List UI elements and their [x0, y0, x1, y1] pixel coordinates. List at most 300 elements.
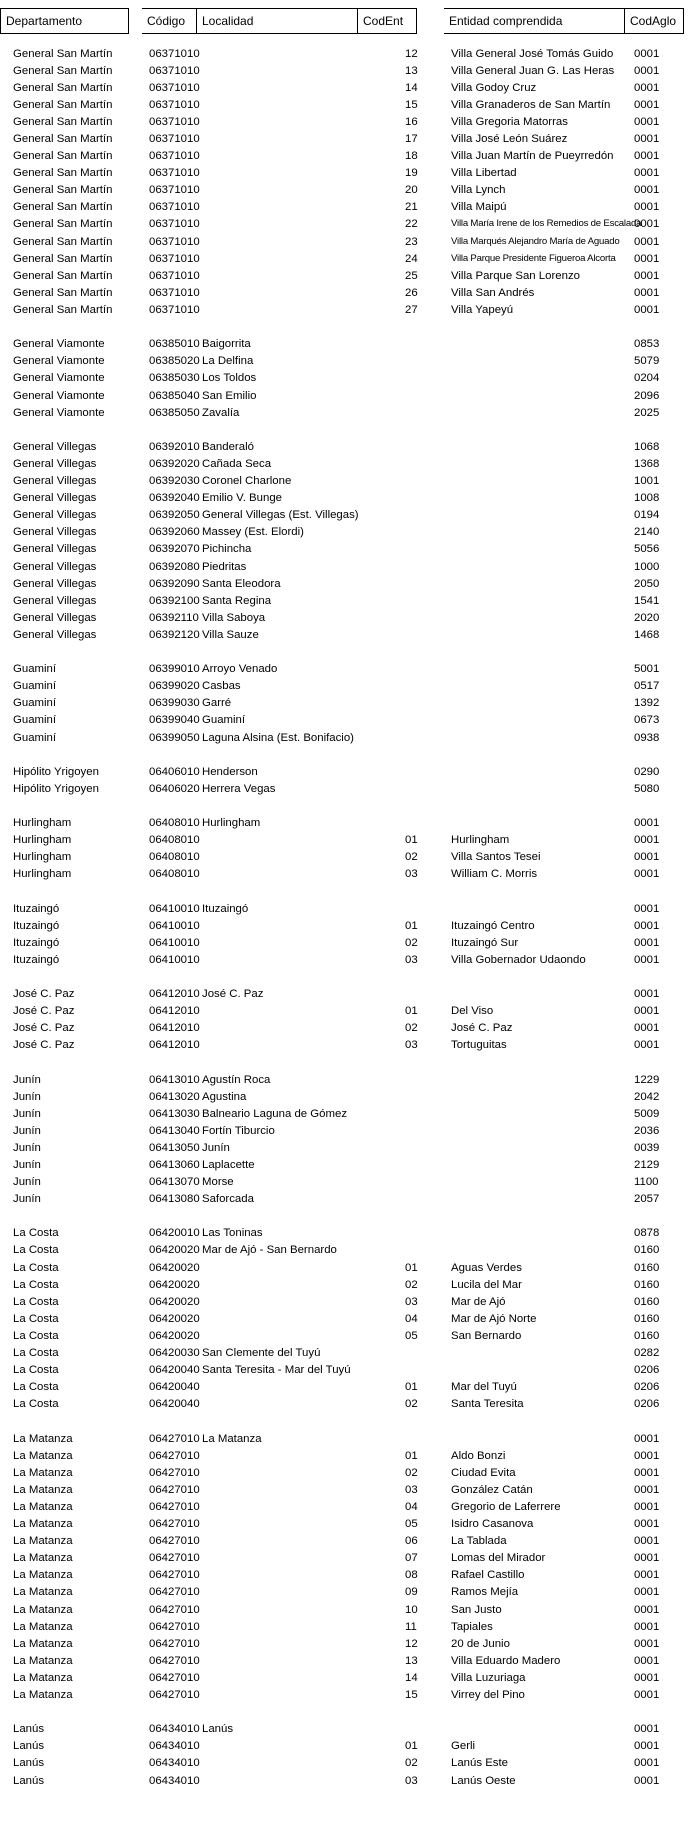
cell-entidad: Rafael Castillo — [451, 1569, 525, 1581]
cell-codaglo: 0206 — [634, 1398, 660, 1410]
cell-codaglo: 5079 — [634, 355, 660, 367]
cell-codigo: 06427010 — [149, 1689, 200, 1701]
cell-codaglo: 1068 — [634, 441, 660, 453]
cell-codigo: 06412010 — [149, 988, 200, 1000]
cell-codigo: 06434010 — [149, 1775, 200, 1787]
cell-entidad: Villa Marqués Alejandro María de Aguado — [451, 236, 620, 247]
cell-codent: 03 — [405, 868, 418, 880]
cell-departamento: General San Martín — [13, 236, 113, 248]
cell-codaglo: 0001 — [634, 1022, 660, 1034]
cell-codent: 02 — [405, 1022, 418, 1034]
cell-departamento: General Villegas — [13, 441, 97, 453]
cell-departamento: General San Martín — [13, 167, 113, 179]
cell-codigo: 06420040 — [149, 1398, 200, 1410]
cell-codigo: 06427010 — [149, 1484, 200, 1496]
cell-departamento: Junín — [13, 1108, 41, 1120]
cell-codent: 01 — [405, 1005, 418, 1017]
cell-entidad: Villa Gobernador Udaondo — [451, 954, 586, 966]
cell-codigo: 06371010 — [149, 116, 200, 128]
cell-departamento: General Villegas — [13, 509, 97, 521]
cell-codigo: 06413030 — [149, 1108, 200, 1120]
cell-codigo: 06371010 — [149, 201, 200, 213]
cell-entidad: San Justo — [451, 1604, 502, 1616]
cell-entidad: Villa Libertad — [451, 167, 517, 179]
cell-departamento: La Matanza — [13, 1655, 73, 1667]
cell-codent: 01 — [405, 920, 418, 932]
cell-localidad: Los Toldos — [202, 372, 257, 384]
cell-departamento: General Villegas — [13, 475, 97, 487]
cell-localidad: San Emilio — [202, 390, 257, 402]
cell-codaglo: 2025 — [634, 407, 660, 419]
cell-codigo: 06406010 — [149, 766, 200, 778]
cell-codigo: 06408010 — [149, 817, 200, 829]
cell-codaglo: 0160 — [634, 1244, 660, 1256]
cell-departamento: Guaminí — [13, 732, 57, 744]
cell-codigo: 06392100 — [149, 595, 200, 607]
cell-departamento: Guaminí — [13, 714, 57, 726]
cell-codigo: 06392040 — [149, 492, 200, 504]
cell-codigo: 06427010 — [149, 1552, 200, 1564]
cell-entidad: Ramos Mejía — [451, 1586, 519, 1598]
cell-departamento: La Costa — [13, 1381, 59, 1393]
cell-localidad: Ituzaingó — [202, 903, 249, 915]
cell-codaglo: 0001 — [634, 1621, 660, 1633]
cell-codaglo: 0194 — [634, 509, 660, 521]
cell-codigo: 06420020 — [149, 1313, 200, 1325]
cell-localidad: Piedritas — [202, 561, 247, 573]
cell-localidad: Banderaló — [202, 441, 254, 453]
cell-codent: 12 — [405, 48, 418, 60]
cell-departamento: La Matanza — [13, 1638, 73, 1650]
cell-codaglo: 0001 — [634, 1586, 660, 1598]
cell-departamento: La Costa — [13, 1279, 59, 1291]
cell-codaglo: 0001 — [634, 253, 660, 265]
cell-localidad: Laplacette — [202, 1159, 255, 1171]
cell-codaglo: 2036 — [634, 1125, 660, 1137]
cell-localidad: Agustina — [202, 1091, 247, 1103]
cell-codigo: 06399050 — [149, 732, 200, 744]
cell-codaglo: 2057 — [634, 1193, 660, 1205]
cell-departamento: La Matanza — [13, 1433, 73, 1445]
cell-localidad: Junín — [202, 1142, 230, 1154]
cell-codaglo: 0001 — [634, 920, 660, 932]
cell-departamento: La Matanza — [13, 1604, 73, 1616]
cell-departamento: Ituzaingó — [13, 937, 60, 949]
cell-departamento: Guaminí — [13, 680, 57, 692]
cell-localidad: José C. Paz — [202, 988, 264, 1000]
cell-entidad: Lomas del Mirador — [451, 1552, 546, 1564]
cell-departamento: General Villegas — [13, 526, 97, 538]
cell-entidad: Villa General José Tomás Guido — [451, 48, 614, 60]
cell-departamento: General Viamonte — [13, 390, 105, 402]
cell-codent: 23 — [405, 236, 418, 248]
cell-departamento: La Costa — [13, 1227, 59, 1239]
cell-entidad: Mar de Ajó — [451, 1296, 506, 1308]
cell-departamento: General San Martín — [13, 65, 113, 77]
cell-departamento: La Matanza — [13, 1467, 73, 1479]
cell-codigo: 06434010 — [149, 1740, 200, 1752]
cell-codigo: 06408010 — [149, 868, 200, 880]
cell-departamento: La Matanza — [13, 1569, 73, 1581]
cell-codent: 09 — [405, 1586, 418, 1598]
cell-localidad: La Delfina — [202, 355, 254, 367]
cell-codaglo: 0001 — [634, 1672, 660, 1684]
cell-localidad: Santa Teresita - Mar del Tuyú — [202, 1364, 351, 1376]
cell-codaglo: 0160 — [634, 1313, 660, 1325]
cell-departamento: Junín — [13, 1074, 41, 1086]
cell-entidad: Villa Juan Martín de Pueyrredón — [451, 150, 614, 162]
cell-codaglo: 5080 — [634, 783, 660, 795]
cell-codaglo: 1001 — [634, 475, 660, 487]
cell-entidad: Villa Granaderos de San Martín — [451, 99, 611, 111]
cell-entidad: Villa Parque Presidente Figueroa Alcorta — [451, 253, 616, 264]
cell-codigo: 06371010 — [149, 270, 200, 282]
cell-codent: 10 — [405, 1604, 418, 1616]
cell-codent: 05 — [405, 1330, 418, 1342]
cell-codigo: 06385010 — [149, 338, 200, 350]
cell-codigo: 06427010 — [149, 1638, 200, 1650]
cell-departamento: La Matanza — [13, 1450, 73, 1462]
cell-codent: 12 — [405, 1638, 418, 1650]
cell-departamento: Hurlingham — [13, 851, 72, 863]
cell-codigo: 06392010 — [149, 441, 200, 453]
cell-departamento: La Costa — [13, 1364, 59, 1376]
cell-codent: 02 — [405, 1279, 418, 1291]
cell-codaglo: 0206 — [634, 1381, 660, 1393]
cell-entidad: Ituzaingó Sur — [451, 937, 519, 949]
cell-entidad: Ciudad Evita — [451, 1467, 516, 1479]
cell-codaglo: 0517 — [634, 680, 660, 692]
cell-codaglo: 1392 — [634, 697, 660, 709]
cell-codaglo: 0001 — [634, 834, 660, 846]
cell-codaglo: 0001 — [634, 1501, 660, 1513]
cell-codent: 19 — [405, 167, 418, 179]
cell-codigo: 06371010 — [149, 65, 200, 77]
cell-departamento: Lanús — [13, 1775, 45, 1787]
cell-codent: 02 — [405, 1757, 418, 1769]
cell-departamento: La Costa — [13, 1347, 59, 1359]
cell-departamento: General Villegas — [13, 492, 97, 504]
cell-entidad: Tapiales — [451, 1621, 493, 1633]
cell-codaglo: 1008 — [634, 492, 660, 504]
cell-departamento: Junín — [13, 1125, 41, 1137]
cell-codigo: 06371010 — [149, 99, 200, 111]
cell-codaglo: 1368 — [634, 458, 660, 470]
cell-departamento: José C. Paz — [13, 1039, 75, 1051]
cell-localidad: Zavalía — [202, 407, 240, 419]
cell-codent: 03 — [405, 1039, 418, 1051]
cell-departamento: General Viamonte — [13, 372, 105, 384]
cell-codigo: 06413040 — [149, 1125, 200, 1137]
cell-departamento: La Matanza — [13, 1586, 73, 1598]
cell-departamento: General Villegas — [13, 543, 97, 555]
cell-codigo: 06392110 — [149, 612, 199, 624]
cell-departamento: Lanús — [13, 1740, 45, 1752]
cell-codent: 13 — [405, 65, 418, 77]
cell-localidad: Villa Saboya — [202, 612, 266, 624]
cell-codigo: 06420020 — [149, 1262, 200, 1274]
cell-codaglo: 0160 — [634, 1262, 660, 1274]
cell-codigo: 06413060 — [149, 1159, 200, 1171]
cell-localidad: Santa Eleodora — [202, 578, 281, 590]
cell-codaglo: 0853 — [634, 338, 660, 350]
cell-codigo: 06434010 — [149, 1757, 200, 1769]
cell-codaglo: 0001 — [634, 1535, 660, 1547]
cell-codent: 25 — [405, 270, 418, 282]
cell-codigo: 06385030 — [149, 372, 200, 384]
cell-codaglo: 0001 — [634, 270, 660, 282]
cell-codigo: 06427010 — [149, 1501, 200, 1513]
cell-codaglo: 0001 — [634, 1740, 660, 1752]
cell-departamento: La Costa — [13, 1244, 59, 1256]
cell-codaglo: 1229 — [634, 1074, 660, 1086]
cell-localidad: Saforcada — [202, 1193, 254, 1205]
header-codent: CodEnt — [357, 8, 417, 34]
header-codaglo: CodAglo — [624, 8, 684, 34]
cell-departamento: La Matanza — [13, 1672, 73, 1684]
cell-departamento: Junín — [13, 1142, 41, 1154]
cell-codaglo: 0001 — [634, 937, 660, 949]
cell-codent: 07 — [405, 1552, 418, 1564]
cell-codigo: 06406020 — [149, 783, 200, 795]
cell-entidad: Santa Teresita — [451, 1398, 524, 1410]
cell-departamento: Junín — [13, 1176, 41, 1188]
cell-codaglo: 0001 — [634, 868, 660, 880]
cell-codigo: 06410010 — [149, 937, 200, 949]
cell-codent: 24 — [405, 253, 418, 265]
cell-codigo: 06371010 — [149, 48, 200, 60]
cell-codigo: 06392120 — [149, 629, 200, 641]
cell-entidad: Villa Santos Tesei — [451, 851, 541, 863]
cell-codent: 05 — [405, 1518, 418, 1530]
cell-departamento: General Villegas — [13, 561, 97, 573]
cell-codaglo: 0160 — [634, 1279, 660, 1291]
cell-codaglo: 0878 — [634, 1227, 660, 1239]
cell-codigo: 06371010 — [149, 82, 200, 94]
cell-localidad: Lanús — [202, 1723, 234, 1735]
cell-entidad: San Bernardo — [451, 1330, 522, 1342]
cell-departamento: La Matanza — [13, 1689, 73, 1701]
cell-entidad: Villa Maipú — [451, 201, 507, 213]
cell-departamento: General San Martín — [13, 253, 113, 265]
cell-codent: 01 — [405, 1262, 418, 1274]
cell-departamento: General San Martín — [13, 201, 113, 213]
cell-codaglo: 2020 — [634, 612, 660, 624]
cell-codaglo: 0001 — [634, 150, 660, 162]
cell-departamento: La Matanza — [13, 1518, 73, 1530]
cell-codent: 18 — [405, 150, 418, 162]
cell-codaglo: 0001 — [634, 1604, 660, 1616]
cell-localidad: Guaminí — [202, 714, 246, 726]
cell-localidad: Coronel Charlone — [202, 475, 292, 487]
cell-codaglo: 0001 — [634, 48, 660, 60]
cell-codaglo: 1541 — [634, 595, 660, 607]
cell-entidad: Villa Godoy Cruz — [451, 82, 537, 94]
cell-codaglo: 0001 — [634, 1450, 660, 1462]
cell-localidad: Fortín Tiburcio — [202, 1125, 275, 1137]
cell-entidad: Villa General Juan G. Las Heras — [451, 65, 615, 77]
cell-codaglo: 0001 — [634, 82, 660, 94]
cell-codaglo: 0160 — [634, 1330, 660, 1342]
cell-departamento: General San Martín — [13, 116, 113, 128]
cell-codaglo: 0001 — [634, 304, 660, 316]
cell-departamento: General Villegas — [13, 578, 97, 590]
cell-codigo: 06371010 — [149, 133, 200, 145]
cell-codaglo: 1468 — [634, 629, 660, 641]
cell-codaglo: 0001 — [634, 988, 660, 1000]
cell-codigo: 06385050 — [149, 407, 200, 419]
cell-codigo: 06412010 — [149, 1022, 200, 1034]
cell-codigo: 06413050 — [149, 1142, 200, 1154]
cell-codaglo: 0001 — [634, 116, 660, 128]
cell-codaglo: 0001 — [634, 954, 660, 966]
cell-codaglo: 0001 — [634, 1467, 660, 1479]
cell-codaglo: 5001 — [634, 663, 660, 675]
cell-departamento: General San Martín — [13, 48, 113, 60]
cell-departamento: La Costa — [13, 1262, 59, 1274]
cell-codigo: 06371010 — [149, 287, 200, 299]
cell-codent: 11 — [405, 1621, 417, 1633]
cell-codigo: 06392090 — [149, 578, 200, 590]
cell-codigo: 06427010 — [149, 1518, 200, 1530]
cell-localidad: San Clemente del Tuyú — [202, 1347, 321, 1359]
cell-entidad: Aguas Verdes — [451, 1262, 522, 1274]
cell-codaglo: 0001 — [634, 1638, 660, 1650]
cell-departamento: General San Martín — [13, 184, 113, 196]
cell-departamento: Hipólito Yrigoyen — [13, 766, 99, 778]
cell-codigo: 06371010 — [149, 150, 200, 162]
cell-entidad: Villa San Andrés — [451, 287, 535, 299]
cell-localidad: Morse — [202, 1176, 234, 1188]
cell-codent: 14 — [405, 1672, 418, 1684]
cell-codent: 13 — [405, 1655, 418, 1667]
cell-departamento: General San Martín — [13, 287, 113, 299]
cell-codent: 02 — [405, 937, 418, 949]
cell-codaglo: 0938 — [634, 732, 660, 744]
cell-codaglo: 0001 — [634, 184, 660, 196]
cell-entidad: Villa Gregoria Matorras — [451, 116, 568, 128]
cell-codaglo: 2096 — [634, 390, 660, 402]
cell-codaglo: 0290 — [634, 766, 660, 778]
cell-codigo: 06427010 — [149, 1621, 200, 1633]
cell-codent: 21 — [405, 201, 418, 213]
cell-codigo: 06410010 — [149, 903, 200, 915]
cell-codigo: 06420020 — [149, 1296, 200, 1308]
cell-departamento: General Villegas — [13, 612, 97, 624]
cell-entidad: Hurlingham — [451, 834, 510, 846]
cell-codaglo: 0001 — [634, 1723, 660, 1735]
cell-departamento: La Costa — [13, 1296, 59, 1308]
cell-departamento: Lanús — [13, 1723, 45, 1735]
cell-codigo: 06413010 — [149, 1074, 200, 1086]
cell-codent: 01 — [405, 834, 418, 846]
cell-codaglo: 2050 — [634, 578, 660, 590]
cell-codigo: 06434010 — [149, 1723, 200, 1735]
cell-codaglo: 0204 — [634, 372, 660, 384]
cell-entidad: González Catán — [451, 1484, 533, 1496]
cell-codigo: 06427010 — [149, 1604, 200, 1616]
cell-codigo: 06427010 — [149, 1433, 200, 1445]
cell-codent: 15 — [405, 99, 418, 111]
cell-codigo: 06427010 — [149, 1535, 200, 1547]
cell-departamento: Ituzaingó — [13, 954, 60, 966]
cell-departamento: José C. Paz — [13, 1022, 75, 1034]
cell-entidad: 20 de Junio — [451, 1638, 510, 1650]
cell-codaglo: 0001 — [634, 1757, 660, 1769]
cell-codigo: 06420040 — [149, 1364, 200, 1376]
cell-codaglo: 0001 — [634, 1433, 660, 1445]
cell-departamento: La Costa — [13, 1330, 59, 1342]
header-departamento: Departamento — [0, 8, 129, 34]
cell-codaglo: 2042 — [634, 1091, 660, 1103]
cell-localidad: Pichincha — [202, 543, 252, 555]
cell-codaglo: 0282 — [634, 1347, 660, 1359]
cell-departamento: Hipólito Yrigoyen — [13, 783, 99, 795]
cell-codent: 01 — [405, 1450, 418, 1462]
cell-codigo: 06399010 — [149, 663, 200, 675]
cell-localidad: Agustín Roca — [202, 1074, 271, 1086]
cell-departamento: Ituzaingó — [13, 903, 60, 915]
cell-entidad: Villa Luzuriaga — [451, 1672, 526, 1684]
cell-entidad: Lucila del Mar — [451, 1279, 522, 1291]
cell-localidad: Emilio V. Bunge — [202, 492, 282, 504]
cell-departamento: Hurlingham — [13, 868, 72, 880]
cell-localidad: Mar de Ajó - San Bernardo — [202, 1244, 337, 1256]
cell-codigo: 06427010 — [149, 1467, 200, 1479]
cell-codigo: 06371010 — [149, 253, 200, 265]
cell-codaglo: 0001 — [634, 1775, 660, 1787]
cell-codaglo: 0001 — [634, 99, 660, 111]
cell-codigo: 06420010 — [149, 1227, 200, 1239]
cell-codent: 01 — [405, 1381, 418, 1393]
cell-codent: 22 — [405, 218, 418, 230]
cell-departamento: General San Martín — [13, 133, 113, 145]
cell-departamento: La Matanza — [13, 1501, 73, 1513]
cell-codigo: 06410010 — [149, 920, 200, 932]
cell-codigo: 06371010 — [149, 236, 200, 248]
cell-localidad: Hurlingham — [202, 817, 261, 829]
header-localidad: Localidad — [196, 8, 358, 34]
cell-entidad: Villa Eduardo Madero — [451, 1655, 561, 1667]
cell-codigo: 06413020 — [149, 1091, 200, 1103]
cell-departamento: Lanús — [13, 1757, 45, 1769]
cell-entidad: Gerli — [451, 1740, 476, 1752]
cell-codigo: 06385020 — [149, 355, 200, 367]
cell-entidad: Lanús Oeste — [451, 1775, 516, 1787]
cell-codent: 27 — [405, 304, 418, 316]
cell-codigo: 06412010 — [149, 1039, 200, 1051]
cell-entidad: Tortuguitas — [451, 1039, 507, 1051]
cell-entidad: Villa Yapeyú — [451, 304, 514, 316]
cell-codaglo: 2140 — [634, 526, 660, 538]
cell-codent: 03 — [405, 1484, 418, 1496]
cell-localidad: Casbas — [202, 680, 241, 692]
cell-codaglo: 0160 — [634, 1296, 660, 1308]
cell-codigo: 06385040 — [149, 390, 200, 402]
cell-departamento: Hurlingham — [13, 817, 72, 829]
cell-entidad: Ituzaingó Centro — [451, 920, 535, 932]
cell-codent: 04 — [405, 1313, 418, 1325]
cell-codigo: 06413070 — [149, 1176, 200, 1188]
cell-codigo: 06420020 — [149, 1244, 200, 1256]
cell-codaglo: 0001 — [634, 236, 660, 248]
cell-localidad: Baigorrita — [202, 338, 251, 350]
cell-localidad: Villa Sauze — [202, 629, 259, 641]
cell-codigo: 06420040 — [149, 1381, 200, 1393]
cell-codent: 02 — [405, 851, 418, 863]
cell-codigo: 06392020 — [149, 458, 200, 470]
cell-codaglo: 0001 — [634, 1518, 660, 1530]
